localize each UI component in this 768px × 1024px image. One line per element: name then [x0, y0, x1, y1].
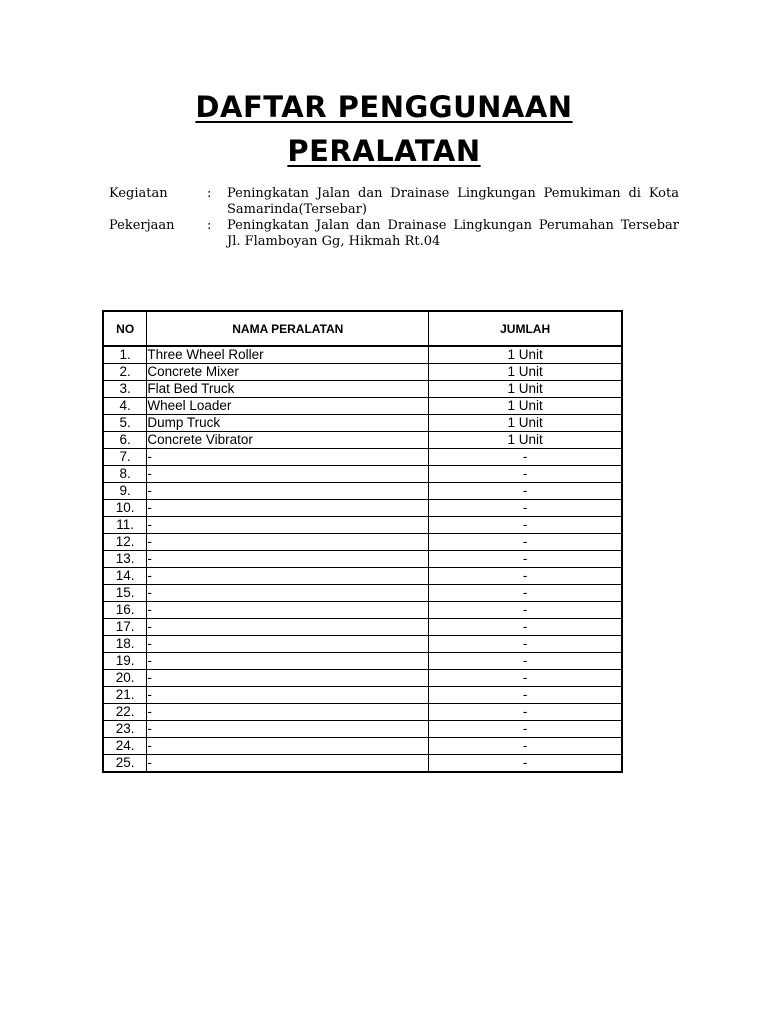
- row-quantity: 1 Unit: [429, 415, 622, 432]
- header-name: NAMA PERALATAN: [147, 311, 429, 346]
- table-row: [103, 755, 622, 773]
- table-row: [103, 398, 622, 415]
- row-quantity: -: [429, 534, 622, 551]
- equipment-table-body: [103, 346, 622, 772]
- row-equipment-name: Concrete Mixer: [147, 364, 429, 381]
- row-quantity: -: [429, 449, 622, 466]
- row-number: 7.: [103, 449, 147, 466]
- table-row: [103, 500, 622, 517]
- row-equipment-name: -: [147, 568, 429, 585]
- row-equipment-name: Dump Truck: [147, 415, 429, 432]
- row-number: 9.: [103, 483, 147, 500]
- row-number: 14.: [103, 568, 147, 585]
- row-quantity: -: [429, 721, 622, 738]
- row-equipment-name: -: [147, 449, 429, 466]
- header-no: NO: [103, 311, 147, 346]
- row-equipment-name: -: [147, 500, 429, 517]
- row-quantity: -: [429, 619, 622, 636]
- row-equipment-name: -: [147, 704, 429, 721]
- table-row: [103, 738, 622, 755]
- row-number: 6.: [103, 432, 147, 449]
- row-number: 11.: [103, 517, 147, 534]
- row-equipment-name: -: [147, 483, 429, 500]
- row-equipment-name: -: [147, 551, 429, 568]
- row-quantity: -: [429, 755, 622, 773]
- row-equipment-name: Concrete Vibrator: [147, 432, 429, 449]
- row-quantity: -: [429, 551, 622, 568]
- table-row: [103, 449, 622, 466]
- row-number: 23.: [103, 721, 147, 738]
- meta-pekerjaan: [109, 218, 679, 250]
- row-number: 15.: [103, 585, 147, 602]
- row-quantity: -: [429, 704, 622, 721]
- row-number: 18.: [103, 636, 147, 653]
- row-quantity: -: [429, 466, 622, 483]
- row-quantity: -: [429, 687, 622, 704]
- row-number: 20.: [103, 670, 147, 687]
- kegiatan-colon: :: [207, 186, 212, 201]
- table-row: [103, 415, 622, 432]
- kegiatan-label: Kegiatan: [109, 186, 168, 201]
- row-number: 1.: [103, 346, 147, 364]
- row-number: 13.: [103, 551, 147, 568]
- row-quantity: -: [429, 483, 622, 500]
- row-quantity: 1 Unit: [429, 432, 622, 449]
- row-equipment-name: -: [147, 755, 429, 773]
- header-qty: JUMLAH: [429, 311, 622, 346]
- row-quantity: -: [429, 602, 622, 619]
- row-quantity: -: [429, 653, 622, 670]
- table-row: [103, 364, 622, 381]
- pekerjaan-colon: :: [207, 218, 212, 233]
- row-equipment-name: -: [147, 602, 429, 619]
- table-row: [103, 653, 622, 670]
- row-equipment-name: Flat Bed Truck: [147, 381, 429, 398]
- row-quantity: 1 Unit: [429, 364, 622, 381]
- row-quantity: 1 Unit: [429, 398, 622, 415]
- row-quantity: 1 Unit: [429, 346, 622, 364]
- row-quantity: -: [429, 636, 622, 653]
- row-number: 16.: [103, 602, 147, 619]
- table-row: [103, 568, 622, 585]
- row-equipment-name: -: [147, 466, 429, 483]
- row-quantity: -: [429, 670, 622, 687]
- table-row: [103, 534, 622, 551]
- kegiatan-value: Peningkatan Jalan dan Drainase Lingkungan Pemukiman di Kota Samarinda(Tersebar): [227, 186, 679, 217]
- table-row: [103, 687, 622, 704]
- row-equipment-name: -: [147, 687, 429, 704]
- row-quantity: 1 Unit: [429, 381, 622, 398]
- row-number: 19.: [103, 653, 147, 670]
- row-number: 17.: [103, 619, 147, 636]
- equipment-table: [102, 310, 623, 773]
- row-number: 2.: [103, 364, 147, 381]
- row-equipment-name: -: [147, 738, 429, 755]
- row-number: 8.: [103, 466, 147, 483]
- table-header-row: [103, 311, 622, 346]
- row-number: 22.: [103, 704, 147, 721]
- row-quantity: -: [429, 500, 622, 517]
- table-row: [103, 432, 622, 449]
- table-row: [103, 704, 622, 721]
- row-number: 25.: [103, 755, 147, 773]
- row-equipment-name: -: [147, 670, 429, 687]
- row-number: 24.: [103, 738, 147, 755]
- row-number: 3.: [103, 381, 147, 398]
- row-number: 10.: [103, 500, 147, 517]
- table-row: [103, 466, 622, 483]
- row-number: 12.: [103, 534, 147, 551]
- row-number: 4.: [103, 398, 147, 415]
- row-quantity: -: [429, 738, 622, 755]
- row-equipment-name: Wheel Loader: [147, 398, 429, 415]
- pekerjaan-value: Peningkatan Jalan dan Drainase Lingkungan Perumahan Tersebar Jl. Flamboyan Gg, Hikmah Rt.04: [227, 218, 679, 249]
- table-row: [103, 721, 622, 738]
- table-row: [103, 670, 622, 687]
- table-row: [103, 619, 622, 636]
- row-quantity: -: [429, 517, 622, 534]
- row-equipment-name: -: [147, 619, 429, 636]
- pekerjaan-label: Pekerjaan: [109, 218, 175, 233]
- row-number: 21.: [103, 687, 147, 704]
- row-equipment-name: Three Wheel Roller: [147, 346, 429, 364]
- table-row: [103, 551, 622, 568]
- row-equipment-name: -: [147, 534, 429, 551]
- row-quantity: -: [429, 568, 622, 585]
- page-title-line-2: PERALATAN: [287, 134, 481, 168]
- table-row: [103, 636, 622, 653]
- row-equipment-name: -: [147, 721, 429, 738]
- row-quantity: -: [429, 585, 622, 602]
- row-equipment-name: -: [147, 585, 429, 602]
- row-number: 5.: [103, 415, 147, 432]
- row-equipment-name: -: [147, 653, 429, 670]
- table-row: [103, 602, 622, 619]
- table-row: [103, 517, 622, 534]
- table-row: [103, 585, 622, 602]
- page-title-line-1: DAFTAR PENGGUNAAN: [195, 90, 573, 124]
- table-row: [103, 346, 622, 364]
- row-equipment-name: -: [147, 517, 429, 534]
- row-equipment-name: -: [147, 636, 429, 653]
- meta-kegiatan: [109, 186, 679, 218]
- table-row: [103, 483, 622, 500]
- table-row: [103, 381, 622, 398]
